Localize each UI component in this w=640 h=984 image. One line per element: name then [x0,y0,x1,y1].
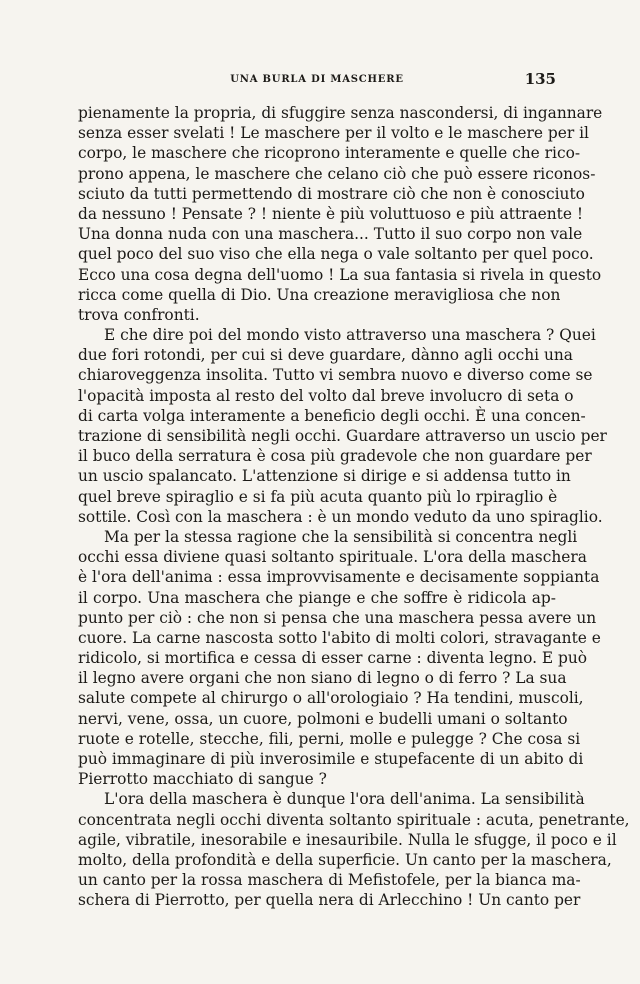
page-number: 135 [524,70,556,88]
text-line: salute compete al chirurgo o all'orologiaio ? Ha tendini, muscoli, [78,689,584,708]
text-line: l'opacità imposta al resto del volto dal breve involucro di seta o [78,386,574,405]
text-line: nervi, vene, ossa, un cuore, polmoni e budelli umani o soltanto [78,709,568,728]
running-head [78,70,556,90]
text-line: ricca come quella di Dio. Una creazione meravigliosa che non [78,285,561,304]
text-line: sciuto da tutti permettendo di mostrare ciò che non è conosciuto [78,184,585,203]
text-line: L'ora della maschera è dunque l'ora dell'anima. La sensibilità [104,790,585,809]
text-line: schera di Pierrotto, per quella nera di Arlecchino ! Un canto per [78,891,581,910]
text-line: ruote e rotelle, stecche, fili, perni, molle e pulegge ? Che cosa si [78,729,581,748]
text-line: quel breve spiraglio e si fa più acuta quanto più lo rpiraglio è [78,487,558,506]
text-line: prono appena, le maschere che celano ciò che può essere riconos- [78,164,596,183]
text-line: punto per ciò : che non si pensa che una maschera pessa avere un [78,608,597,627]
text-line: da nessuno ! Pensate ? ! niente è più voluttuoso e più attraente ! [78,204,584,223]
text-line: può immaginare di più inverosimile e stupefacente di un abito di [78,750,584,768]
running-title: UNA BURLA DI MASCHERE [230,74,404,85]
text-line: Ma per la stessa ragione che la sensibilità si concentra negli [104,527,578,546]
text-line: corpo, le maschere che ricoprono interamente e quelle che rico- [78,144,581,163]
text-line: pienamente la propria, di sfuggire senza nascondersi, di ingannare [78,104,603,122]
text-line: il corpo. Una maschera che piange e che soffre è ridicola ap- [78,588,556,607]
text-line: cuore. La carne nascosta sotto l'abito di molti colori, stravagante e [78,628,601,647]
body-text [78,103,630,911]
text-line: un uscio spalancato. L'attenzione si dirige e si addensa tutto in [78,467,571,486]
text-line: trova confronti. [78,305,200,324]
text-line: è l'ora dell'anima : essa improvvisamente e decisamente soppianta [78,568,600,587]
text-line: concentrata negli occhi diventa soltanto spirituale : acuta, penetrante, [78,810,630,829]
text-line: trazione di sensibilità negli occhi. Guardare attraverso un uscio per [78,427,607,445]
text-line: Una donna nuda con una maschera... Tutto il suo corpo non vale [78,225,583,244]
text-line: chiaroveggenza insolita. Tutto vi sembra nuovo e diverso come se [78,366,593,385]
text-line: sottile. Così con la maschera : è un mondo veduto da uno spiraglio. [78,507,603,526]
text-line: il legno avere organi che non siano di legno o di ferro ? La sua [78,669,567,688]
text-line: molto, della profondità e della superficie. Un canto per la maschera, [78,850,612,869]
text-line: Pierrotto macchiato di sangue ? [78,770,327,789]
text-line: quel poco del suo viso che ella nega o vale soltanto per quel poco. [78,245,594,264]
text-line: E che dire poi del mondo visto attraverso una maschera ? Quei [104,326,596,345]
text-line: di carta volga interamente a beneficio degli occhi. È una concen- [78,406,586,425]
text-line: due fori rotondi, per cui si deve guardare, dànno agli occhi una [78,346,573,365]
text-line: senza esser svelati ! Le maschere per il volto e le maschere per il [78,124,589,143]
text-line: ridicolo, si mortifica e cessa di esser carne : diventa legno. E può [78,649,588,668]
text-line: occhi essa diviene quasi soltanto spirituale. L'ora della maschera [78,548,587,567]
text-line: Ecco una cosa degna dell'uomo ! La sua fantasia si rivela in questo [78,265,602,284]
text-line: il buco della serratura è cosa più gradevole che non guardare per [78,447,592,466]
text-line: un canto per la rossa maschera di Mefistofele, per la bianca ma- [78,871,581,890]
text-line: agile, vibratile, inesorabile e inesauribile. Nulla le sfugge, il poco e il [78,830,617,849]
